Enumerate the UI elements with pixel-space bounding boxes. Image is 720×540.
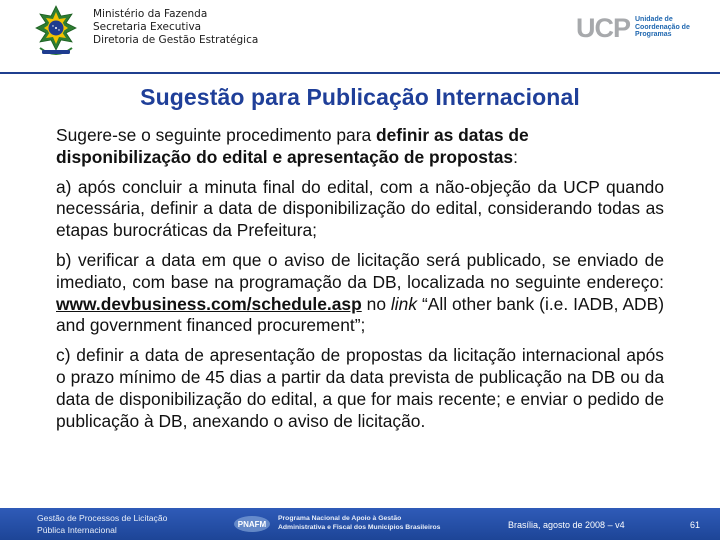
svg-text:PNAFM: PNAFM: [237, 520, 267, 529]
secretariat-label: Secretaria Executiva: [93, 21, 202, 33]
item-b-paragraph: b) verificar a data em que o aviso de licitação será publicado, se enviado de imediato, com base na programação da DB, localizada no seguinte endereço: www.devbusiness.com/schedule.asp no link “All other bank (i.e. IADB, ADB) and government financed procurement”;: [56, 249, 664, 336]
organization-names: [93, 8, 258, 47]
ucp-logo-text: Unidade de Coordenação de Programas: [635, 16, 690, 38]
ucp-logo: [576, 12, 688, 44]
footer-bar: [0, 508, 720, 540]
ucp-logo-letters: UCP: [576, 13, 631, 43]
ministry-label: Ministério da Fazenda: [93, 8, 208, 20]
footer-program-name: Programa Nacional de Apoio à Gestão Administrativa e Fiscal dos Municípios Brasileiros: [278, 515, 441, 531]
header-divider: [0, 72, 720, 74]
intro-paragraph: Sugere-se o seguinte procedimento para definir as datas de disponibilização do edital e apresentação de propostas:: [56, 125, 529, 167]
brazil-coat-of-arms-icon: [32, 4, 80, 60]
footer-course-title: Gestão de Processos de Licitação Pública Internacional: [37, 513, 168, 535]
slide-title: Sugestão para Publicação Internacional: [140, 84, 580, 110]
page-number: 61: [690, 520, 701, 530]
slide-body: [56, 125, 664, 440]
item-c-paragraph: c) definir a data de apresentação de propostas da licitação internacional após o prazo mínimo de 45 dias a partir da data prevista de publicação na DB ou da data de disponibilização do edital, a que for mais recente; e enviar o pedido de publicação à DB, anexando o aviso de licitação.: [56, 345, 664, 431]
item-a-paragraph: a) após concluir a minuta final do edital, com a não-objeção da UCP quando necessária, definir a data de disponibilização do edital, considerando todas as etapas burocráticas da Prefeitura;: [56, 176, 664, 241]
footer-date-version: Brasília, agosto de 2008 – v4: [508, 520, 625, 530]
devbusiness-url-link[interactable]: www.devbusiness.com/schedule.asp: [56, 293, 362, 314]
directorate-label: Diretoria de Gestão Estratégica: [93, 34, 259, 46]
pnafm-logo-icon: [232, 514, 272, 534]
